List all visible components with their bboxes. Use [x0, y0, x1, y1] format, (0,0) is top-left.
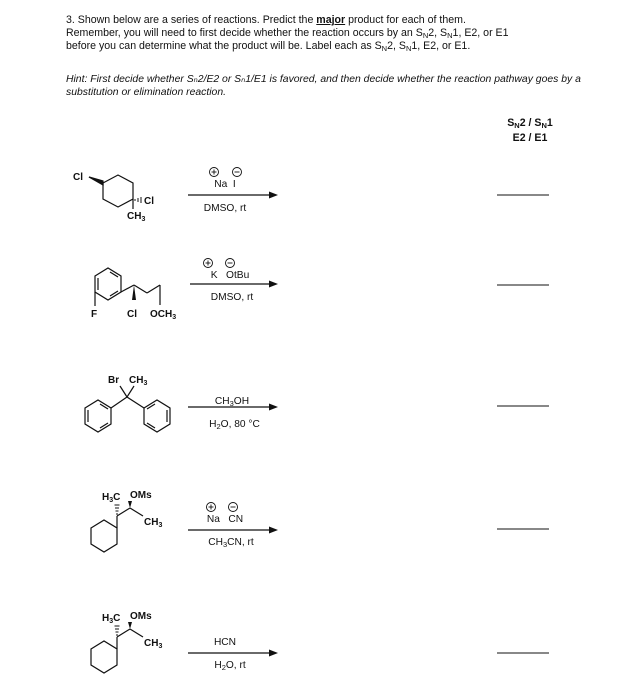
charges-4: [207, 503, 238, 512]
substrate-4: [91, 490, 162, 552]
wedge-bond: [89, 177, 103, 185]
reagent-2: K OtBu: [210, 270, 250, 281]
reagent-1: Na I: [214, 179, 236, 190]
charges-2: [204, 259, 235, 268]
conditions-1: DMSO, rt: [203, 203, 247, 214]
conditions-4: $CH_3CN$, rt: [208, 537, 254, 549]
label-f: F: [91, 309, 98, 320]
question-line-2: Remember, you will need to first decide whether the reaction occurs by an $S_N2$, $S_N1$, E2, or E1: [66, 27, 509, 40]
wedge-cl: [132, 285, 136, 300]
label-br: Br: [108, 375, 120, 386]
question-line-3: before you can determine what the product will be. Label each as $S_N2$, $S_N1$, E2, or E1.: [66, 40, 471, 53]
charges-1: [210, 168, 242, 177]
label-ch3-4: $CH_3$: [144, 517, 163, 529]
hint-label: Hint:: [66, 74, 88, 85]
label-ch3-5: $CH_3$: [144, 638, 163, 650]
major-word: major: [316, 14, 346, 26]
label-ch3: $CH_3$: [127, 211, 146, 223]
question-intro-end: product for each of them.: [348, 14, 466, 26]
question-number: 3.: [66, 14, 75, 26]
cyclohexane-ring: [103, 175, 133, 207]
cyclohexane-ring-5: [91, 641, 117, 673]
label-h3c: $H_3C$: [102, 492, 121, 504]
mechanism-header-2: E2 / E1: [512, 132, 548, 144]
hint-body: First decide whether Sₙ2/E2 or Sₙ1/E1 is favored, and then decide whether the reaction pathway goes by a substitution or elimination reaction.: [66, 74, 581, 98]
label-och3: $OCH_3$: [150, 309, 177, 321]
substrate-2: [91, 268, 176, 321]
substrate-3: [85, 375, 170, 432]
cyclohexane-ring-4: [91, 520, 117, 552]
conditions-5: $H_2O$, rt: [214, 660, 246, 672]
benzene-ring: [95, 268, 121, 300]
benzene-right: [144, 400, 170, 432]
mechanism-header-1: $S_N2 / S_N1$: [507, 117, 553, 130]
label-oms-5: OMs: [130, 611, 152, 622]
label-cl-3: Cl: [127, 309, 137, 320]
question-intro: Shown below are a series of reactions. Predict the: [77, 14, 314, 26]
conditions-3: $H_2O$, 80 °C: [209, 419, 260, 431]
benzene-left: [85, 400, 111, 432]
reagent-5: HCN: [213, 637, 237, 648]
label-h3c-5: $H_3C$: [102, 613, 121, 625]
label-cl-2: Cl: [144, 196, 154, 207]
conditions-2: DMSO, rt: [210, 292, 254, 303]
reagent-4: Na CN: [206, 514, 244, 525]
substrate-5: [91, 611, 162, 673]
reagent-3: $CH_3OH$: [214, 396, 250, 408]
substrate-1: [73, 172, 154, 223]
label-oms: OMs: [130, 490, 152, 501]
label-cl-1: Cl: [73, 172, 83, 183]
label-ch3-3: $CH_3$: [129, 375, 148, 387]
hash-bond: [135, 197, 141, 203]
